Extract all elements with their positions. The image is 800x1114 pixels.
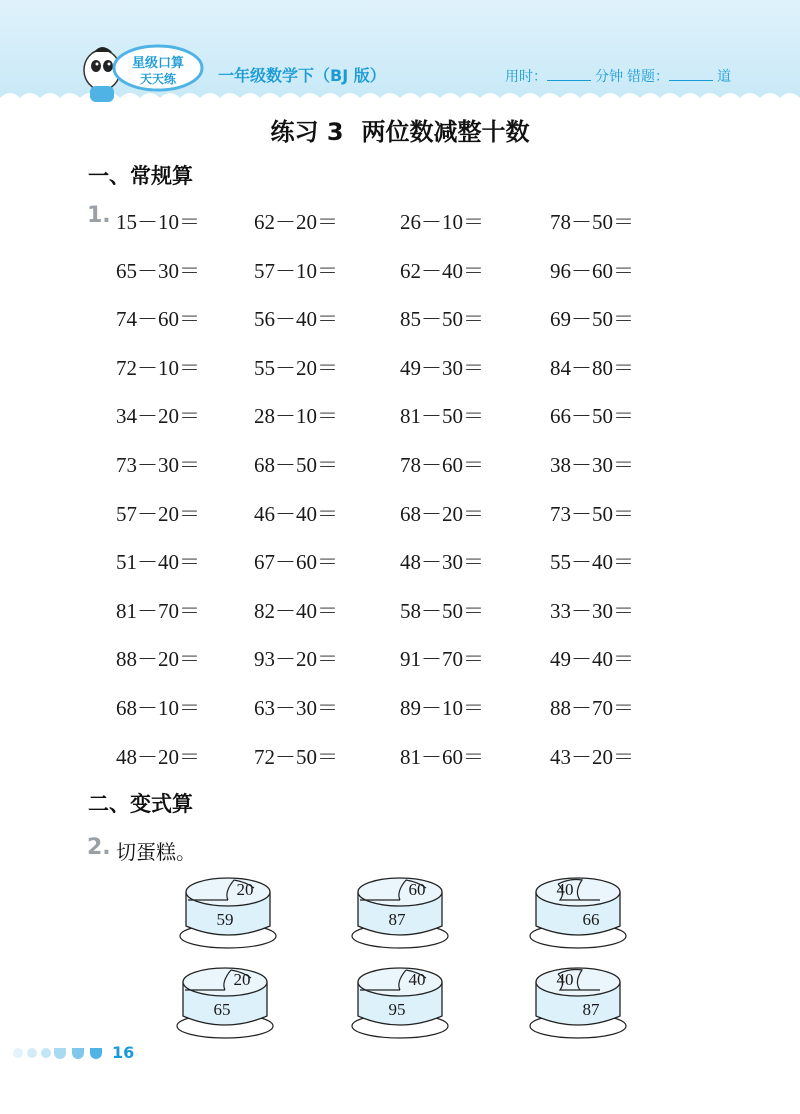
- page-number: 16: [112, 1043, 135, 1062]
- title-prefix: 练习 3: [270, 118, 344, 146]
- arithmetic-problem: 85－50＝: [400, 307, 484, 331]
- arithmetic-problem: 89－10＝: [400, 696, 484, 720]
- arithmetic-problem: 88－70＝: [550, 696, 634, 720]
- time-blank: [547, 68, 591, 81]
- arithmetic-problem: 63－30＝: [254, 696, 338, 720]
- arithmetic-problem: 49－30＝: [400, 356, 484, 380]
- arithmetic-problem: 55－40＝: [550, 550, 634, 574]
- arithmetic-problem: 93－20＝: [254, 647, 338, 671]
- arithmetic-problem: 68－10＝: [116, 696, 200, 720]
- arithmetic-problem: 49－40＝: [550, 647, 634, 671]
- cake-figure: [350, 870, 450, 950]
- arithmetic-problem: 82－40＝: [254, 599, 338, 623]
- arithmetic-problem: 72－10＝: [116, 356, 200, 380]
- arithmetic-problem: 72－50＝: [254, 745, 338, 769]
- arithmetic-problem: 74－60＝: [116, 307, 200, 331]
- errors-blank: [669, 68, 713, 81]
- arithmetic-problem: 48－20＝: [116, 745, 200, 769]
- footer-decoration: [12, 1046, 112, 1060]
- mascot-logo: [80, 40, 210, 110]
- arithmetic-problem: 68－50＝: [254, 453, 338, 477]
- arithmetic-problem: 88－20＝: [116, 647, 200, 671]
- arithmetic-problem: 48－30＝: [400, 550, 484, 574]
- title-main: 两位数减整十数: [361, 118, 530, 146]
- cake-figure: [178, 870, 278, 950]
- errors-label: 错题：: [627, 69, 669, 85]
- count-label: 道: [717, 69, 731, 85]
- arithmetic-problem: 69－50＝: [550, 307, 634, 331]
- arithmetic-problem: 62－20＝: [254, 210, 338, 234]
- cake-figure: [350, 960, 450, 1040]
- cake-figure: [175, 960, 275, 1040]
- arithmetic-problem: 81－50＝: [400, 404, 484, 428]
- arithmetic-problem: 57－20＝: [116, 502, 200, 526]
- question-2-number: 2.: [87, 835, 111, 860]
- timing-record: [505, 66, 735, 86]
- arithmetic-problem: 66－50＝: [550, 404, 634, 428]
- arithmetic-problem: 84－80＝: [550, 356, 634, 380]
- cake-body-value: 95: [388, 1000, 406, 1019]
- arithmetic-problem: 46－40＝: [254, 502, 338, 526]
- arithmetic-problem: 38－30＝: [550, 453, 634, 477]
- arithmetic-problem: 43－20＝: [550, 745, 634, 769]
- section-1-heading: 一、常规算: [88, 164, 193, 188]
- arithmetic-problem: 15－10＝: [116, 210, 200, 234]
- book-subtitle: 一年级数学下（BJ 版）: [218, 66, 386, 85]
- arithmetic-problem: 33－30＝: [550, 599, 634, 623]
- minute-label: 分钟: [595, 69, 623, 85]
- arithmetic-problem: 96－60＝: [550, 259, 634, 283]
- cake-slice-value: 60: [408, 880, 426, 899]
- arithmetic-problem: 78－50＝: [550, 210, 634, 234]
- cake-body-value: 87: [582, 1000, 600, 1019]
- arithmetic-problem: 55－20＝: [254, 356, 338, 380]
- section-2-heading: 二、变式算: [88, 792, 193, 816]
- logo-text-line2: 天天练: [140, 72, 177, 86]
- arithmetic-problem: 78－60＝: [400, 453, 484, 477]
- arithmetic-problem: 62－40＝: [400, 259, 484, 283]
- arithmetic-problem: 68－20＝: [400, 502, 484, 526]
- arithmetic-problem: 65－30＝: [116, 259, 200, 283]
- cake-slice-value: 40: [556, 970, 574, 989]
- arithmetic-problem: 34－20＝: [116, 404, 200, 428]
- time-label: 用时：: [505, 69, 547, 85]
- arithmetic-problem: 26－10＝: [400, 210, 484, 234]
- question-2-instruction: 切蛋糕。: [116, 840, 196, 864]
- arithmetic-problem: 56－40＝: [254, 307, 338, 331]
- cake-slice-value: 40: [556, 880, 574, 899]
- cake-body-value: 66: [582, 910, 600, 929]
- cake-slice-value: 20: [236, 880, 254, 899]
- arithmetic-problem: 81－70＝: [116, 599, 200, 623]
- cake-body-value: 87: [388, 910, 406, 929]
- arithmetic-problem: 51－40＝: [116, 550, 200, 574]
- cake-slice-value: 20: [233, 970, 251, 989]
- cake-body-value: 65: [213, 1000, 231, 1019]
- arithmetic-problem: 73－50＝: [550, 502, 634, 526]
- arithmetic-problem: 28－10＝: [254, 404, 338, 428]
- question-1-number: 1.: [87, 203, 111, 228]
- arithmetic-problem: 57－10＝: [254, 259, 338, 283]
- logo-text-line1: 星级口算: [132, 56, 185, 71]
- cake-slice-value: 40: [408, 970, 426, 989]
- arithmetic-problem: 73－30＝: [116, 453, 200, 477]
- arithmetic-problem: 58－50＝: [400, 599, 484, 623]
- page-title: [0, 112, 800, 147]
- arithmetic-problem: 81－60＝: [400, 745, 484, 769]
- cake-body-value: 59: [216, 910, 234, 929]
- arithmetic-problem: 67－60＝: [254, 550, 338, 574]
- cake-figure: [528, 870, 628, 950]
- arithmetic-problem: 91－70＝: [400, 647, 484, 671]
- cake-figure: [528, 960, 628, 1040]
